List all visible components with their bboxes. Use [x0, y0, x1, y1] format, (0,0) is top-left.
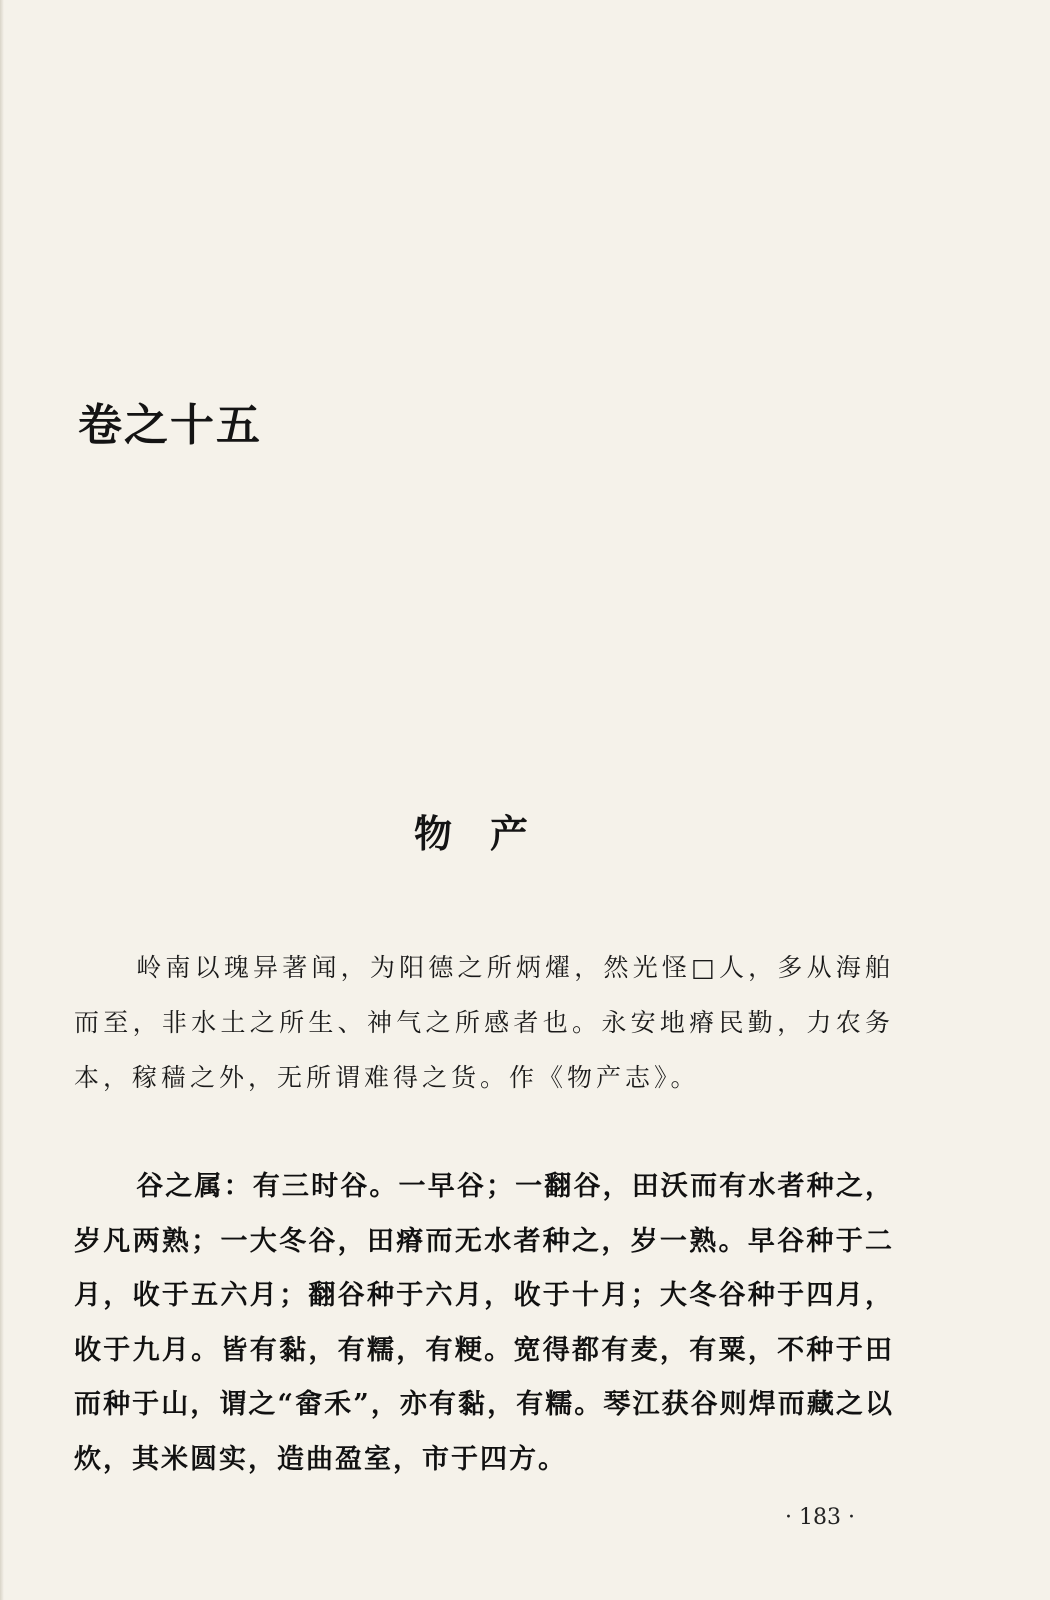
intro-paragraph: [74, 940, 894, 1105]
grain-paragraph: [74, 1160, 894, 1487]
intro-paragraph-text: 岭南以瑰异著闻，为阳德之所炳燿，然光怪□人，多从海舶而至，非水土之所生、神气之所感者也。永安地瘠民勤，力农务本，稼穑之外，无所谓难得之货。作《物产志》。: [74, 953, 894, 1092]
section-title: 物产: [413, 811, 566, 856]
page-edge: [0, 0, 4, 1600]
volume-title: 卷之十五: [78, 400, 262, 451]
page-number: · 183 ·: [785, 1505, 855, 1530]
grain-paragraph-text: 谷之属：有三时谷。一早谷；一翻谷，田沃而有水者种之，岁凡两熟；一大冬谷，田瘠而无水者种之，岁一熟。早谷种于二月，收于五六月；翻谷种于六月，收于十月；大冬谷种于四月，收于九月。皆有黏，有糯，有粳。宽得都有麦，有粟，不种于田而种于山，谓之“畲禾”，亦有黏，有糯。琴江获谷则焊而藏之以炊，其米圆实，造曲盈室，市于四方。: [74, 1171, 894, 1475]
